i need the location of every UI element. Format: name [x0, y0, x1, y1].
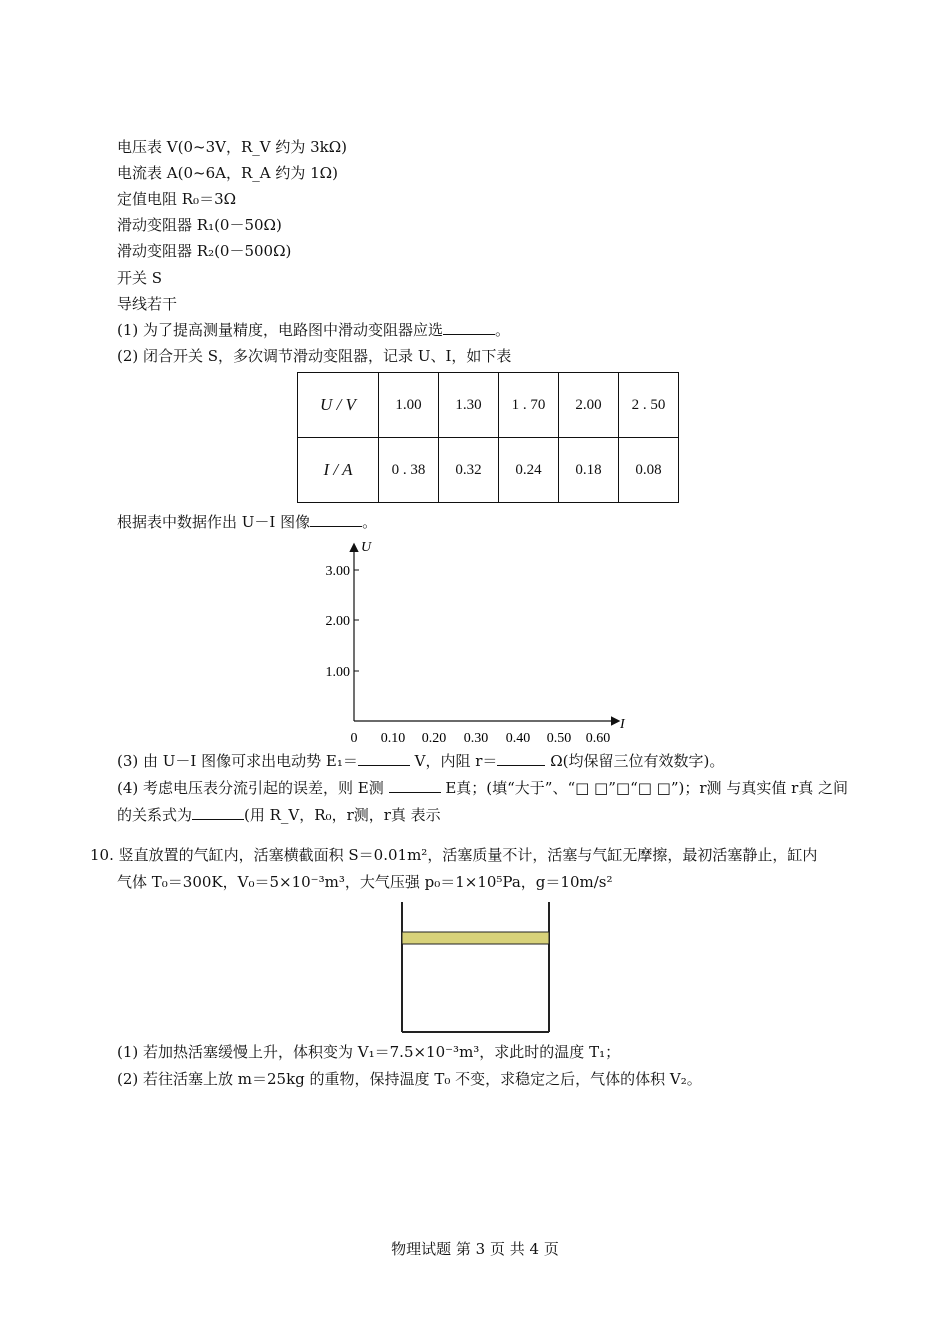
x-tick-label: 0.20	[421, 731, 447, 746]
table-cell: 0.32	[439, 438, 499, 503]
part-4-text-b: E真；(填“大于”、“□ □”□“□ □”)；r测 与真实值 r真 之间	[445, 779, 849, 797]
table-cell: 1.30	[439, 373, 499, 438]
part-4-text-c: 的关系式为	[117, 806, 193, 824]
part-3-text-a: (3) 由 U－I 图像可求出电动势 E₁＝	[117, 752, 358, 770]
x-tick-label: 0.40	[505, 731, 531, 746]
table-header-i: I / A	[298, 438, 379, 503]
plot-prompt	[117, 512, 377, 532]
y-tick-label: 3.00	[325, 564, 350, 579]
part-3-text-c: Ω(均保留三位有效数字)。	[550, 752, 725, 770]
question-part-1	[117, 320, 510, 340]
question-10-stem-1	[90, 845, 817, 865]
table-cell: 0.24	[499, 438, 559, 503]
x-tick-label: 0.60	[585, 731, 611, 746]
equipment-switch: 开关 S	[117, 269, 163, 287]
answer-blank-emf[interactable]	[358, 751, 410, 766]
plot-prompt-end: 。	[362, 513, 378, 531]
part-4-text-a: (4) 考虑电压表分流引起的误差，则 E测	[117, 779, 384, 797]
answer-blank-relation[interactable]	[192, 805, 244, 820]
x-axis-label: I	[620, 717, 625, 732]
part-4-text-d: (用 R_V，R₀，r测，r真 表示	[244, 806, 441, 824]
answer-blank-plot[interactable]	[310, 512, 362, 527]
question-10-part-1: (1) 若加热活塞缓慢上升，体积变为 V₁＝7.5×10⁻³m³，求此时的温度 T₁；	[117, 1043, 621, 1061]
table-row-u	[298, 373, 679, 438]
answer-blank-compare[interactable]	[389, 778, 441, 793]
table-row-i	[298, 438, 679, 503]
part-1-end: 。	[495, 321, 511, 339]
table-cell: 1.00	[379, 373, 439, 438]
table-cell: 0.18	[559, 438, 619, 503]
question-10-part-2: (2) 若往活塞上放 m＝25kg 的重物，保持温度 T₀ 不变，求稳定之后，气体的体积 V₂。	[117, 1070, 702, 1088]
table-cell: 1 . 70	[499, 373, 559, 438]
equipment-ammeter: 电流表 A(0~6A，R_A 约为 1Ω)	[117, 164, 338, 182]
data-table	[297, 372, 679, 503]
question-part-2: (2) 闭合开关 S，多次调节滑动变阻器，记录 U、I，如下表	[117, 347, 512, 365]
y-tick-label: 2.00	[325, 614, 350, 629]
ui-graph-axes	[300, 535, 640, 750]
equipment-fixed-resistor: 定值电阻 R₀＝3Ω	[117, 190, 237, 208]
piston	[402, 932, 549, 944]
equipment-rheostat-1: 滑动变阻器 R₁(0－50Ω)	[117, 216, 282, 234]
y-axis-label: U	[361, 540, 372, 555]
x-tick-label: 0.10	[380, 731, 406, 746]
part-1-text: (1) 为了提高测量精度，电路图中滑动变阻器应选	[117, 321, 444, 339]
question-10-stem-2: 气体 T₀＝300K，V₀＝5×10⁻³m³，大气压强 p₀＝1×10⁵Pa，g＝10m/s²	[117, 873, 613, 891]
table-cell: 2 . 50	[619, 373, 679, 438]
cylinder-diagram	[400, 902, 552, 1036]
question-number: 10.	[90, 846, 114, 864]
x-tick-label: 0.50	[546, 731, 572, 746]
origin-label: 0	[350, 731, 358, 746]
page-footer: 物理试题 第 3 页 共 4 页	[391, 1240, 559, 1258]
y-tick-label: 1.00	[325, 665, 350, 680]
plot-prompt-text: 根据表中数据作出 U－I 图像	[117, 513, 311, 531]
table-header-u: U / V	[298, 373, 379, 438]
x-tick-label: 0.30	[463, 731, 489, 746]
answer-blank-rheostat[interactable]	[443, 320, 495, 335]
question-10-text-1: 竖直放置的气缸内，活塞横截面积 S＝0.01m²，活塞质量不计，活塞与气缸无摩擦，最初活塞静止，缸内	[118, 846, 818, 864]
table-cell: 0.08	[619, 438, 679, 503]
equipment-rheostat-2: 滑动变阻器 R₂(0－500Ω)	[117, 242, 292, 260]
equipment-wires: 导线若干	[117, 295, 178, 313]
answer-blank-resistance[interactable]	[497, 751, 545, 766]
equipment-voltmeter: 电压表 V(0~3V，R_V 约为 3kΩ)	[117, 138, 348, 156]
question-part-3	[117, 751, 724, 771]
part-3-text-b: V，内阻 r＝	[414, 752, 498, 770]
table-cell: 2.00	[559, 373, 619, 438]
question-part-4-cont	[117, 805, 441, 825]
table-cell: 0 . 38	[379, 438, 439, 503]
question-part-4	[117, 778, 848, 798]
